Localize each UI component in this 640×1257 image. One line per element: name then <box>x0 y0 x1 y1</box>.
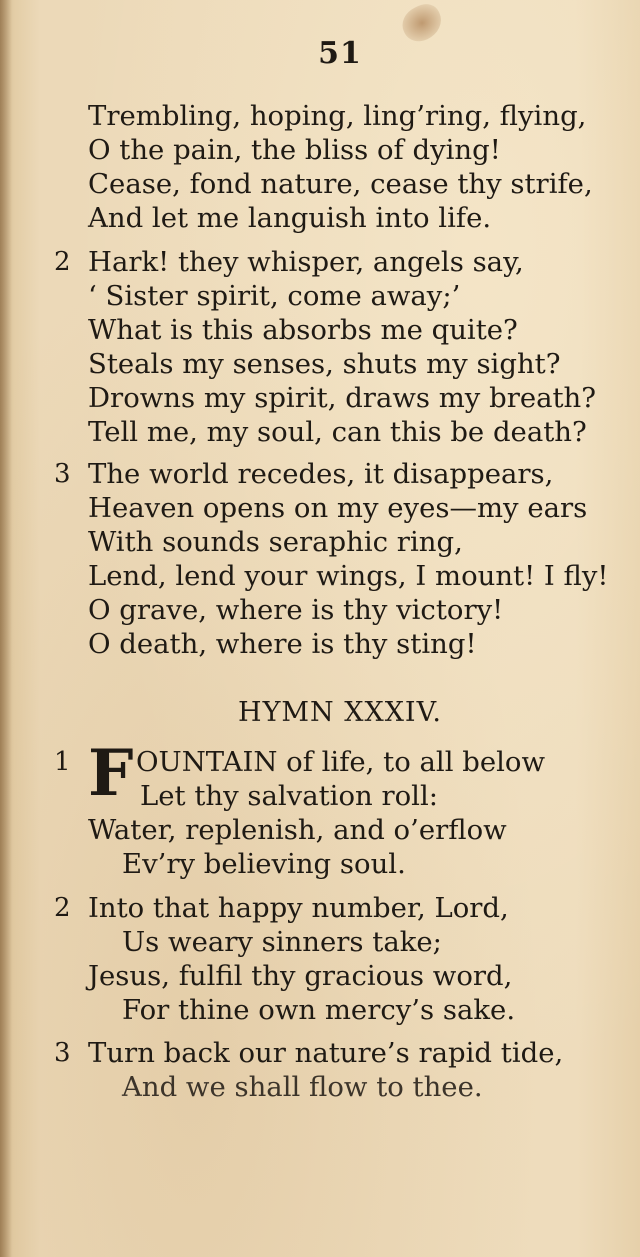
verse-number: 2 <box>54 893 71 923</box>
verse-line: O death, where is thy sting! <box>88 628 477 660</box>
verse-line: With sounds seraphic ring, <box>88 526 463 558</box>
verse-line: ‘ Sister spirit, come away;’ <box>88 280 461 312</box>
verse-line: Cease, fond nature, cease thy strife, <box>88 168 593 200</box>
verse-number: 1 <box>54 747 71 777</box>
verse-number: 3 <box>54 1038 71 1068</box>
verse-line: Into that happy number, Lord, <box>88 892 509 924</box>
verse-line: Drowns my spirit, draws my breath? <box>88 382 597 414</box>
verse-line: Water, replenish, and o’erflow <box>88 814 507 846</box>
verse-line: Trembling, hoping, ling’ring, flying, <box>88 100 587 132</box>
verse-line: Turn back our nature’s rapid tide, <box>88 1037 564 1069</box>
stanza-number: 3 <box>54 459 71 489</box>
verse-line: O the pain, the bliss of dying! <box>88 134 501 166</box>
verse-line: For thine own mercy’s sake. <box>122 994 516 1026</box>
hymn-title: HYMN XXXIV. <box>238 697 442 728</box>
verse-line: And we shall flow to thee. <box>122 1071 483 1103</box>
verse-line: O grave, where is thy victory! <box>88 594 504 626</box>
stanza-number: 2 <box>54 247 71 277</box>
verse-line: And let me languish into life. <box>88 202 492 234</box>
verse-line: Ev’ry believing soul. <box>122 848 406 880</box>
verse-line: OUNTAIN of life, to all below <box>136 746 545 778</box>
verse-line: What is this absorbs me quite? <box>88 314 518 346</box>
binding-shadow <box>0 0 12 1257</box>
verse-line: The world recedes, it disappears, <box>88 458 554 490</box>
verse-line: Jesus, fulfil thy gracious word, <box>88 960 513 992</box>
verse-line: Let thy salvation roll: <box>140 780 439 812</box>
verse-line: Hark! they whisper, angels say, <box>88 246 524 278</box>
verse-line: Lend, lend your wings, I mount! I fly! <box>88 560 609 592</box>
verse-line: Tell me, my soul, can this be death? <box>88 416 587 448</box>
verse-line: Heaven opens on my eyes—my ears <box>88 492 588 524</box>
verse-line: Steals my senses, shuts my sight? <box>88 348 561 380</box>
page-number: 51 <box>318 36 362 71</box>
verse-line: Us weary sinners take; <box>122 926 442 958</box>
drop-cap: F <box>88 736 134 811</box>
